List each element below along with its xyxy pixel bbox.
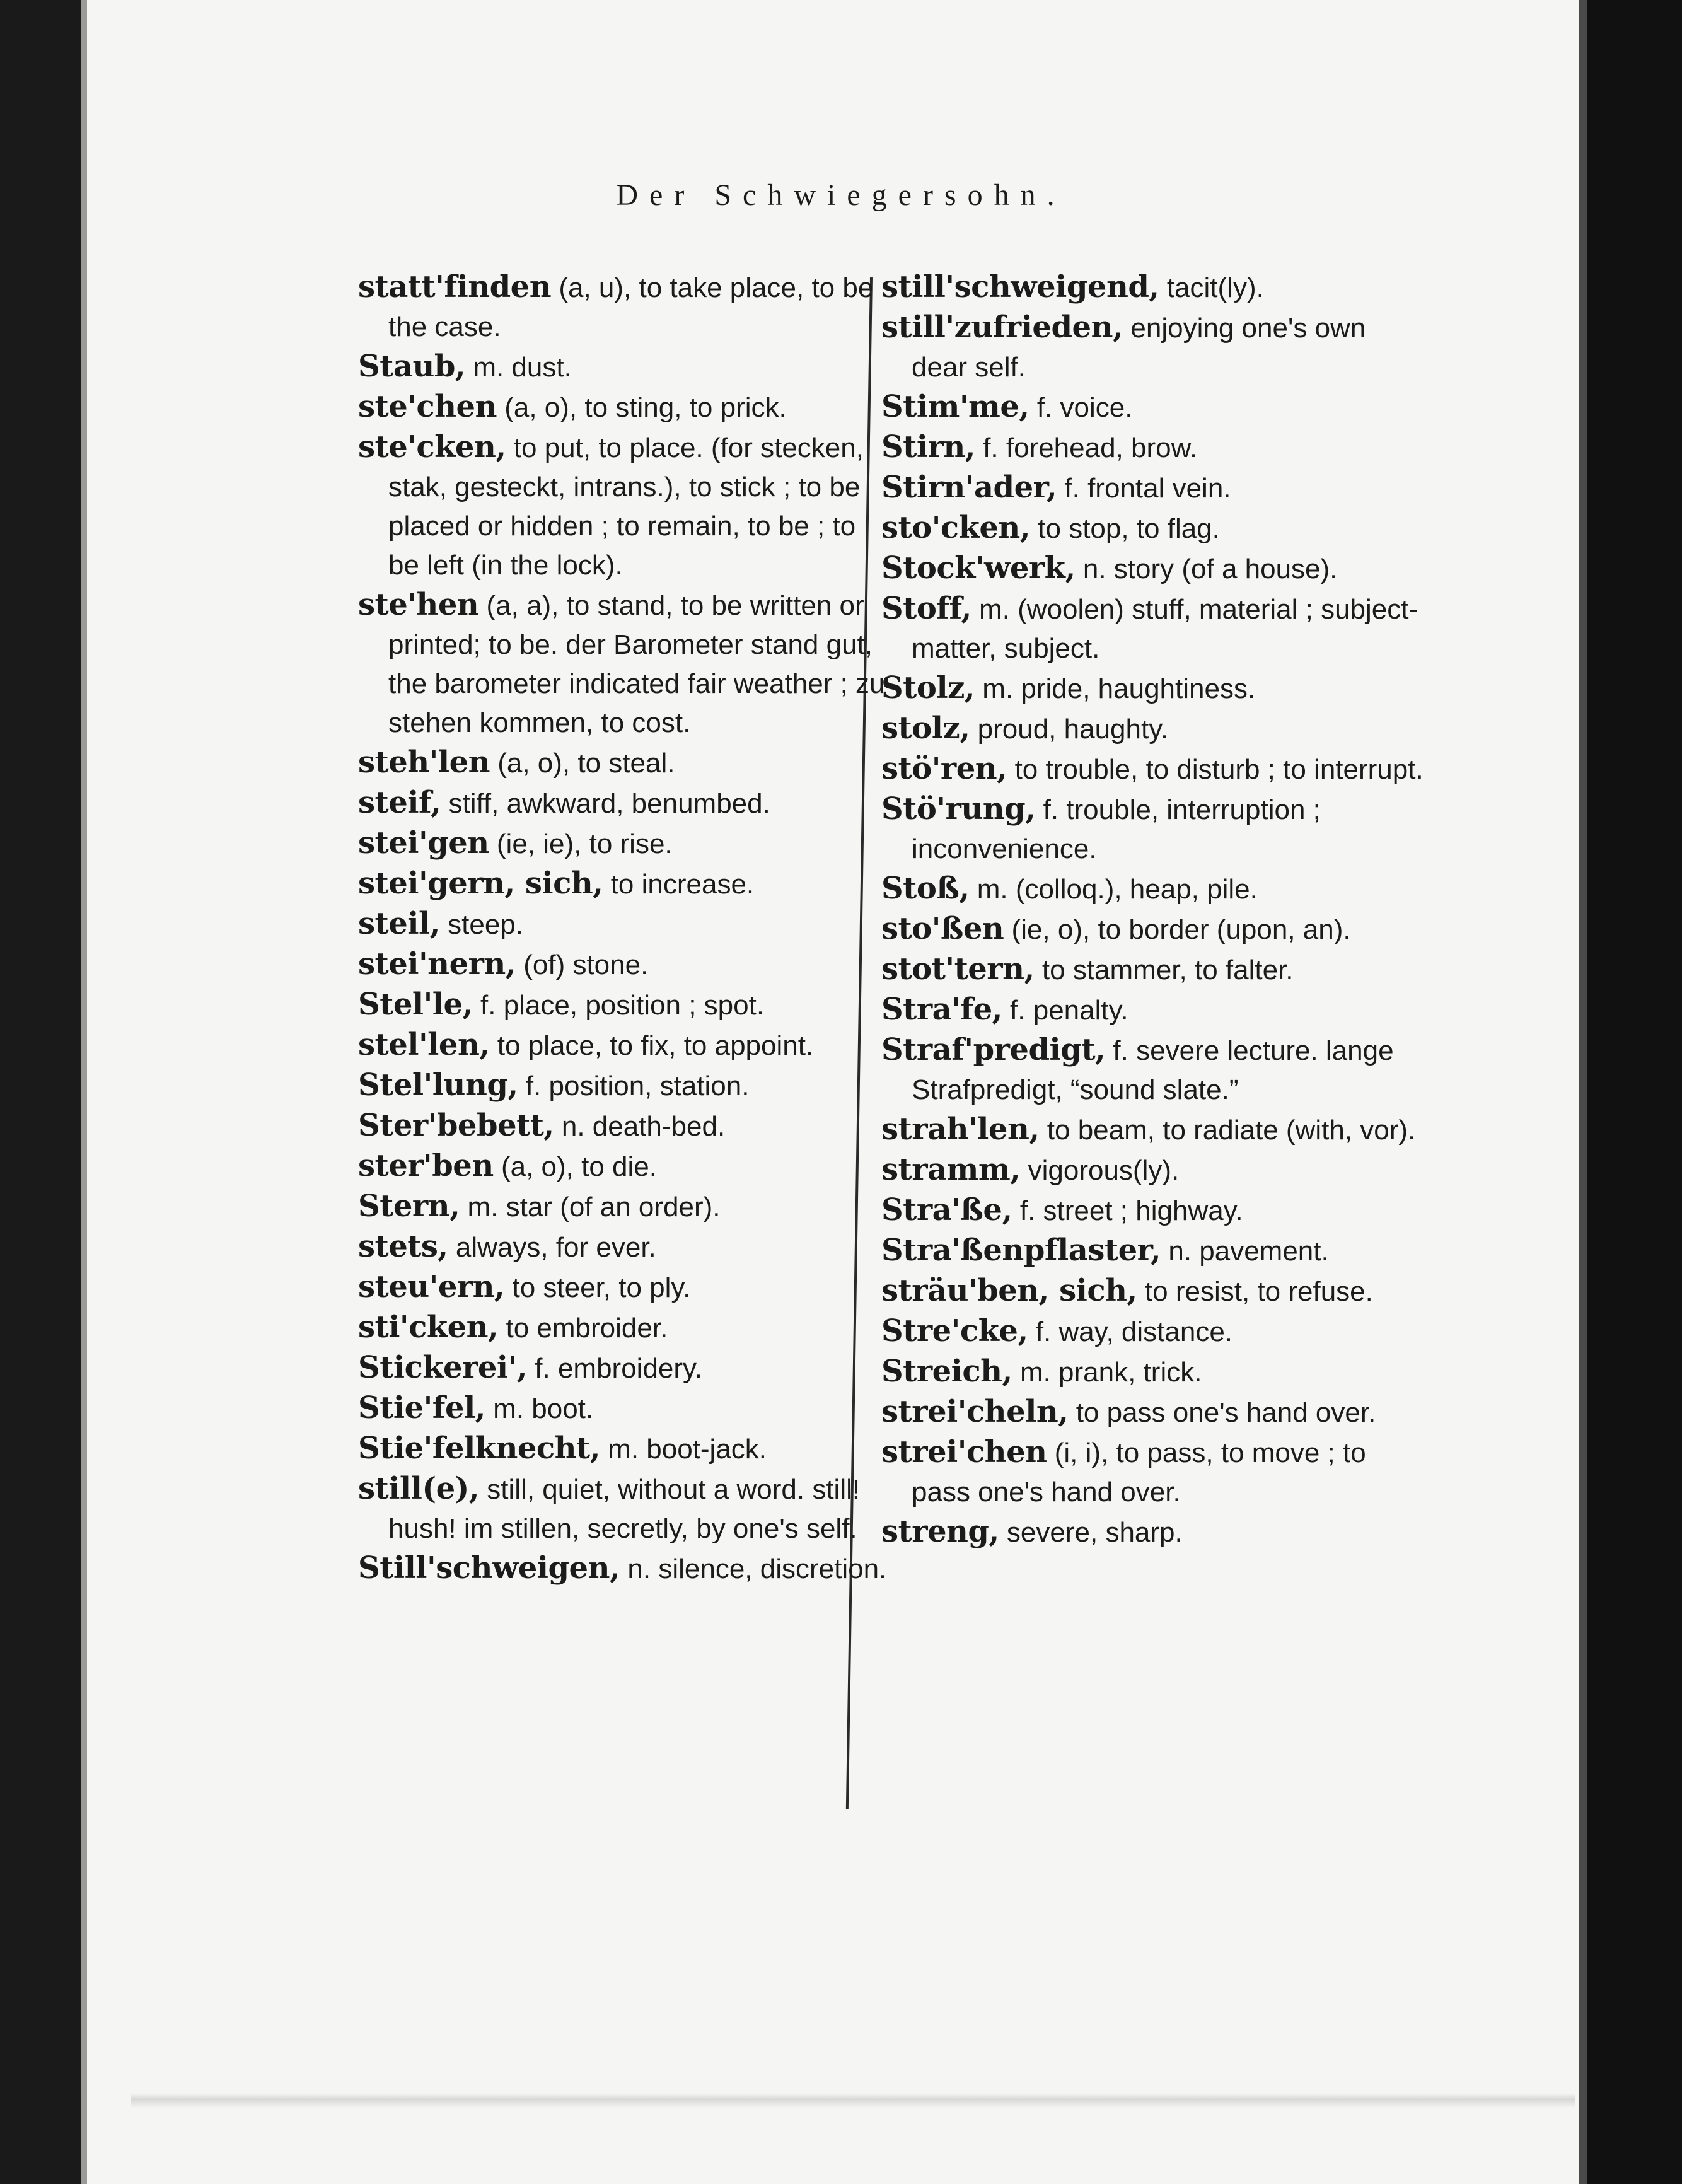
dictionary-entry [358,783,894,823]
entry-headword: Stie'fel, [358,1390,485,1426]
left-column [358,267,894,1589]
entry-headword: sto'ßen [881,911,1004,946]
dictionary-entry [358,1469,894,1548]
entry-definition: m. prank, trick. [1012,1357,1202,1388]
entry-definition: (a, u), to take place, to be the case. [388,272,874,342]
entry-headword: Stoß, [881,871,970,906]
dictionary-entry [881,387,1424,427]
entry-headword: Staub, [358,349,466,384]
dictionary-entry [881,508,1424,549]
entry-definition: n. death-bed. [554,1111,726,1142]
entry-definition: tacit(ly). [1159,272,1264,303]
dictionary-entry [881,1150,1424,1190]
dictionary-entry [881,1352,1424,1392]
dictionary-entry [358,427,894,585]
dictionary-entry [881,549,1424,589]
entry-definition: enjoying one's own dear self. [912,313,1366,383]
entry-headword: Straf'predigt, [881,1032,1106,1067]
dictionary-entry [358,1429,894,1469]
entry-headword: steu'ern, [358,1269,505,1304]
entry-definition: (a, o), to die. [493,1151,657,1182]
dictionary-entry [881,267,1424,308]
dictionary-entry [881,749,1424,789]
entry-headword: stei'nern, [358,946,516,982]
entry-headword: sträu'ben, sich, [881,1273,1137,1308]
entry-headword: stei'gern, sich, [358,866,603,901]
dictionary-entry [358,585,894,743]
entry-headword: Stirn, [881,429,975,465]
entry-headword: strah'len, [881,1112,1040,1147]
entry-headword: Stim'me, [881,389,1030,424]
dictionary-entry [881,589,1424,668]
dictionary-entry [358,1227,894,1267]
entry-definition: still, quiet, without a word. still! hush! im stillen, secretly, by one's self. [388,1474,861,1544]
dictionary-entry [881,308,1424,387]
entry-definition: to embroider. [498,1313,668,1344]
entry-definition: (ie, ie), to rise. [489,828,673,859]
entry-headword: stramm, [881,1152,1021,1187]
entry-definition: m. star (of an order). [460,1192,721,1223]
entry-definition: f. severe lecture. lange Strafpredigt, “sound slate.” [912,1035,1394,1105]
entry-headword: Still'schweigen, [358,1550,620,1586]
entry-headword: strei'chen [881,1434,1047,1470]
entry-headword: Stie'felknecht, [358,1431,600,1466]
entry-headword: statt'finden [358,269,552,305]
entry-definition: f. trouble, interruption ; inconvenience. [912,794,1321,864]
book-gutter-shadow [1579,0,1587,2184]
dictionary-entry [358,1187,894,1227]
entry-definition: (a, o), to sting, to prick. [497,392,787,423]
dictionary-entry [358,1267,894,1308]
entry-headword: Ster'bebett, [358,1108,554,1143]
entry-headword: Stolz, [881,670,975,706]
entry-headword: stö'ren, [881,751,1007,786]
dictionary-entry [358,1146,894,1187]
entry-headword: Stra'ße, [881,1192,1012,1228]
entry-headword: steif, [358,785,441,820]
entry-definition: m. (colloq.), heap, pile. [969,874,1258,905]
entry-headword: strei'cheln, [881,1394,1069,1429]
entry-definition: f. embroidery. [527,1353,703,1384]
entry-headword: streng, [881,1514,999,1549]
entry-headword: Stern, [358,1188,460,1224]
dictionary-entry [881,1392,1424,1432]
entry-headword: still(e), [358,1471,480,1506]
right-column [881,267,1424,1552]
entry-definition: (a, o), to steal. [490,748,675,779]
dictionary-entry [358,944,894,985]
entry-headword: stel'len, [358,1027,490,1062]
dictionary-entry [358,823,894,864]
page-bottom-edge [131,2093,1575,2108]
entry-definition: n. silence, discretion. [620,1554,887,1584]
dictionary-entry [358,864,894,904]
dictionary-entry [881,468,1424,508]
entry-headword: Stö'rung, [881,791,1036,827]
entry-headword: Stickerei', [358,1350,528,1385]
scan-background [1587,0,1682,2184]
entry-definition: to place, to fix, to appoint. [489,1030,814,1061]
entry-headword: Stel'le, [358,987,473,1022]
entry-definition: m. boot. [485,1393,594,1424]
entry-definition: (i, i), to pass, to move ; to pass one's hand over. [912,1438,1366,1507]
entry-headword: Stel'lung, [358,1067,518,1103]
entry-headword: Stock'werk, [881,550,1076,586]
entry-headword: Streich, [881,1354,1012,1389]
dictionary-entry [358,904,894,944]
entry-definition: (ie, o), to border (upon, an). [1004,914,1351,945]
entry-definition: n. story (of a house). [1075,554,1338,584]
dictionary-entry [358,1308,894,1348]
dictionary-entry [358,1066,894,1106]
dictionary-entry [358,267,894,347]
entry-headword: sti'cken, [358,1310,499,1345]
dictionary-entry [358,743,894,783]
dictionary-entry [881,1190,1424,1231]
dictionary-entry [881,1311,1424,1352]
entry-headword: ste'chen [358,389,497,424]
entry-definition: to increase. [603,869,755,900]
dictionary-entry [881,990,1424,1030]
entry-definition: f. penalty. [1002,995,1128,1026]
entry-definition: m. (woolen) stuff, material ; subject-matter, subject. [912,594,1418,664]
entry-definition: f. frontal vein. [1057,473,1231,504]
entry-definition: (of) stone. [516,950,649,980]
entry-definition: to resist, to refuse. [1137,1276,1373,1307]
dictionary-entry [881,1432,1424,1512]
dictionary-entry [358,1025,894,1066]
dictionary-entry [881,1231,1424,1271]
dictionary-entry [358,347,894,387]
dictionary-entry [358,1548,894,1589]
entry-headword: Stoff, [881,591,972,626]
entry-definition: f. voice. [1029,392,1133,423]
dictionary-entry [881,1110,1424,1150]
entry-headword: sto'cken, [881,510,1031,545]
dictionary-entry [881,789,1424,869]
dictionary-entry [881,668,1424,709]
entry-headword: steil, [358,906,440,941]
dictionary-entry [358,985,894,1025]
entry-definition: to stammer, to falter. [1034,955,1294,985]
entry-headword: Stirn'ader, [881,470,1057,505]
entry-headword: stot'tern, [881,951,1035,987]
dictionary-entry [358,1348,894,1388]
entry-headword: Stra'fe, [881,992,1002,1027]
entry-headword: ste'cken, [358,429,506,465]
dictionary-entry [881,427,1424,468]
dictionary-entry [358,1388,894,1429]
entry-headword: still'zufrieden, [881,310,1123,345]
dictionary-entry [881,1512,1424,1552]
entry-headword: still'schweigend, [881,269,1159,305]
entry-definition: (a, a), to stand, to be written or printed; to be. der Barometer stand gut, the barometer indicated fair weather ; zu stehen kommen, to cost. [388,590,885,738]
dictionary-entry [881,1271,1424,1311]
entry-headword: ste'hen [358,587,479,622]
dictionary-entry [358,1106,894,1146]
dictionary-entry [881,709,1424,749]
entry-definition: f. way, distance. [1028,1316,1233,1347]
dictionary-entry [881,950,1424,990]
entry-definition: to pass one's hand over. [1068,1397,1376,1428]
dictionary-entry [358,387,894,427]
entry-headword: stets, [358,1229,448,1264]
entry-definition: f. place, position ; spot. [472,990,765,1021]
entry-headword: stei'gen [358,825,489,861]
dictionary-entry [881,909,1424,950]
entry-definition: m. pride, haughtiness. [975,673,1256,704]
entry-headword: ster'ben [358,1148,494,1183]
entry-definition: severe, sharp. [999,1517,1183,1548]
entry-headword: Stra'ßenpflaster, [881,1233,1161,1268]
entry-definition: to put, to place. (for stecken, stak, gesteckt, intrans.), to stick ; to be placed or hidden ; to remain, to be ; to be left (in the lock). [388,433,864,581]
entry-definition: to beam, to radiate (with, vor). [1039,1115,1416,1146]
entry-definition: to stop, to flag. [1030,513,1220,544]
entry-definition: n. pavement. [1161,1236,1329,1267]
entry-definition: to steer, to ply. [504,1272,691,1303]
entry-headword: stolz, [881,711,970,746]
entry-definition: m. boot-jack. [600,1434,767,1465]
entry-definition: stiff, awkward, benumbed. [441,788,770,819]
dictionary-entry [881,1030,1424,1110]
entry-definition: proud, haughty. [970,714,1169,745]
entry-definition: f. forehead, brow. [975,433,1198,463]
entry-definition: to trouble, to disturb ; to interrupt. [1007,754,1424,785]
running-head-title: Der Schwiegersohn. [616,178,1066,212]
entry-definition: vigorous(ly). [1020,1155,1180,1186]
entry-definition: f. position, station. [518,1071,750,1101]
entry-definition: m. dust. [465,352,572,383]
entry-definition: f. street ; highway. [1012,1195,1243,1226]
entry-definition: steep. [439,909,524,940]
entry-definition: always, for ever. [448,1232,656,1263]
dictionary-entry [881,869,1424,909]
entry-headword: steh'len [358,745,490,780]
entry-headword: Stre'cke, [881,1313,1028,1349]
